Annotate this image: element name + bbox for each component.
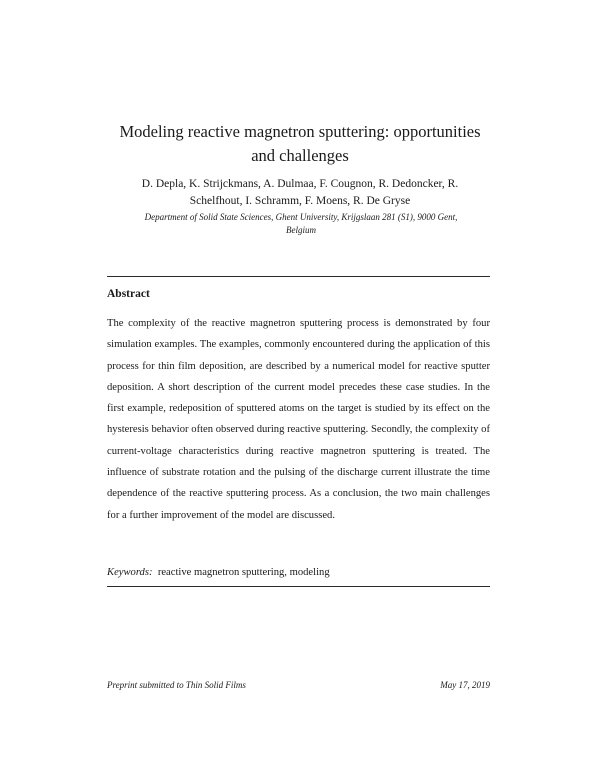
keywords-text: reactive magnetron sputtering, modeling	[157, 567, 330, 578]
keywords-label: Keywords:	[107, 567, 153, 578]
abstract-text: The complexity of the reactive magnetron sputtering process is demonstrated by four simulation examples. The examples, commonly encountered during the application of this process for thin film deposition, are described by a numerical model for reactive sputter deposition. A short description of the current model precedes these case studies. In the first example, redeposition of sputtered atoms on the target is studied by its effect on the hysteresis behavior often observed during reactive sputtering. Secondly, the complexity of current-voltage characteristics during reactive magnetron sputtering is treated. The influence of substrate rotation and the pulsing of the discharge current illustrate the time dependence of the reactive sputtering process. As a conclusion, the two main challenges for a further improvement of the model are discussed.	[107, 318, 490, 521]
title-line-2: and challenges	[251, 146, 349, 165]
authors-line-2: Schelfhout, I. Schramm, F. Moens, R. De Gryse	[189, 195, 411, 207]
affiliation	[106, 211, 496, 237]
authors-line-1: D. Depla, K. Strijckmans, A. Dulmaa, F. Cougnon, R. Dedoncker, R.	[141, 178, 459, 190]
paper-title	[90, 120, 510, 168]
abstract-top-rule	[107, 276, 490, 277]
affiliation-line-1: Department of Solid State Sciences, Ghent University, Krijgslaan 281 (S1), 9000 Gent,	[144, 212, 458, 222]
keywords	[107, 567, 330, 578]
author-list	[100, 176, 500, 210]
affiliation-line-2: Belgium	[286, 225, 316, 235]
preprint-note: Preprint submitted to Thin Solid Films	[107, 680, 246, 690]
preprint-date: May 17, 2019	[440, 680, 490, 690]
abstract-bottom-rule	[107, 586, 490, 587]
title-line-1: Modeling reactive magnetron sputtering: opportunities	[119, 122, 481, 141]
abstract-heading: Abstract	[107, 288, 150, 300]
